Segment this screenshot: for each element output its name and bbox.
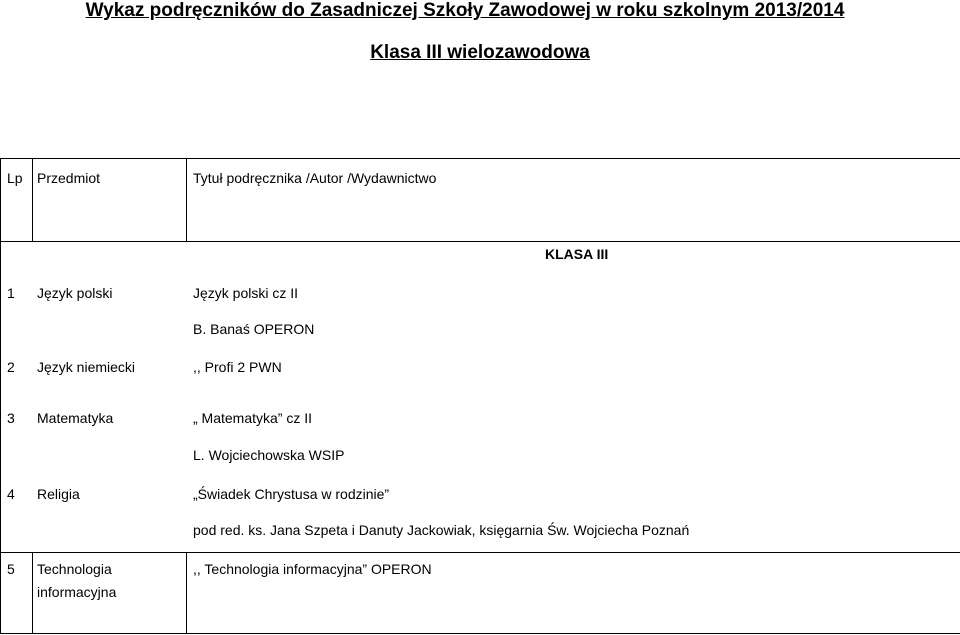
row-book-title: „ Matematyka” cz II — [193, 410, 313, 426]
row-book-title: Język polski cz II — [193, 285, 299, 301]
row-lp: 3 — [7, 410, 15, 426]
row-divider — [1, 633, 960, 634]
row-book-author: B. Banaś OPERON — [193, 321, 315, 337]
column-divider — [186, 552, 187, 633]
row-lp: 2 — [7, 359, 15, 375]
column-divider — [186, 158, 187, 241]
row-book-author: L. Wojciechowska WSIP — [193, 447, 345, 463]
row-subject-line2: informacyjna — [37, 584, 117, 600]
column-divider — [32, 158, 33, 241]
row-book-title: ,, Technologia informacyjna” OPERON — [193, 561, 432, 577]
row-lp: 1 — [7, 285, 15, 301]
row-subject: Język polski — [37, 285, 113, 301]
row-subject: Matematyka — [37, 410, 114, 426]
document-subtitle: Klasa III wielozawodowa — [370, 42, 590, 63]
row-book-author: pod red. ks. Jana Szpeta i Danuty Jackowiak, księgarnia Św. Wojciecha Poznań — [193, 522, 690, 538]
row-divider — [1, 241, 960, 242]
row-book-title: ,, Profi 2 PWN — [193, 359, 282, 375]
row-book-title: „Świadek Chrystusa w rodzinie” — [193, 486, 390, 502]
document-title: Wykaz podręczników do Zasadniczej Szkoły Zawodowej w roku szkolnym 2013/2014 — [85, 0, 845, 21]
header-book: Tytuł podręcznika /Autor /Wydawnictwo — [193, 170, 437, 186]
row-lp: 5 — [7, 561, 15, 577]
row-subject: Religia — [37, 486, 80, 502]
header-subject: Przedmiot — [37, 170, 101, 186]
row-lp: 4 — [7, 486, 15, 502]
row-subject-line1: Technologia — [37, 561, 112, 577]
row-divider — [1, 552, 960, 553]
textbook-table — [0, 158, 960, 634]
header-lp: Lp — [7, 170, 23, 186]
row-divider — [1, 158, 960, 159]
row-subject: Język niemiecki — [37, 359, 136, 375]
class-label: KLASA III — [545, 246, 609, 262]
column-divider — [32, 552, 33, 633]
